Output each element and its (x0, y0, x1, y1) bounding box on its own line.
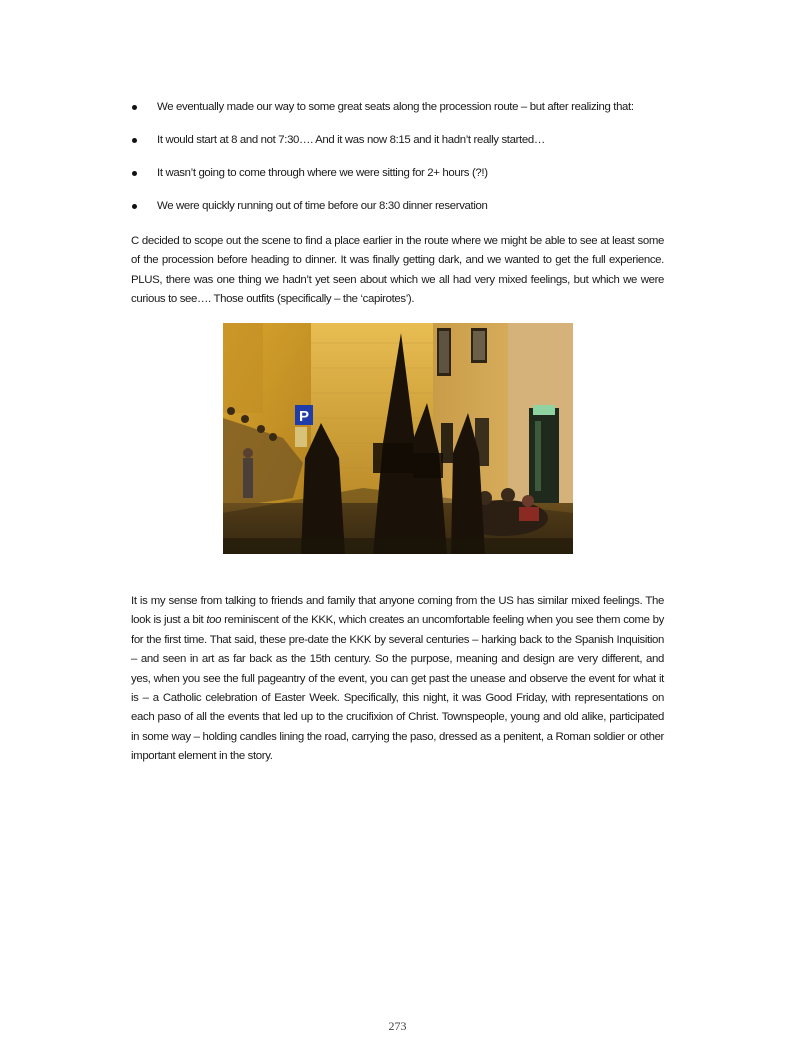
bullet-text: We eventually made our way to some great seats along the procession route – but after realizing that: (157, 101, 634, 113)
bullet-icon (132, 138, 137, 143)
page-number: 273 (388, 1019, 407, 1033)
bullet-text: It would start at 8 and not 7:30…. And it was now 8:15 and it hadn’t really started… (157, 134, 545, 146)
paragraph-text: reminiscent of the KKK, which creates an uncomfortable feeling when you see them come by for the first time. That said, these pre-date the KKK by several centuries – harking back to the Spanish Inquisition – and seen in art as far back as the 15th century. So the purpose, meaning and design are very different, and yes, when you see the full pageantry of the event, you can get past the unease and observe the event for what it is – a Catholic celebration of Easter Week. Specifically, this night, it was Good Friday, with representations on each paso of all the events that led up to the crucifixion of Christ. Townspeople, young and old alike, participated in some way – holding candles lining the road, carrying the paso, dressed as a penitent, a Roman soldier or other important element in the story. (131, 614, 664, 763)
procession-photo (223, 323, 573, 554)
bullet-icon (132, 204, 137, 209)
paragraph-text: It is my sense from talking to friends and family that anyone coming from the US has similar mixed feelings. The look is just a bit (131, 595, 664, 627)
list-item (131, 130, 671, 163)
list-item (131, 163, 671, 196)
bullet-text: It wasn’t going to come through where we were sitting for 2+ hours (?!) (157, 167, 488, 179)
bullet-icon (132, 171, 137, 176)
bullet-list (131, 97, 671, 229)
body-paragraph (131, 592, 664, 767)
list-item (131, 97, 671, 130)
emphasis-text: too (206, 614, 222, 627)
body-paragraph: C decided to scope out the scene to find a place earlier in the route where we might be able to see at least some of the procession before heading to dinner. It was finally getting dark, and we wanted to get the full experience. PLUS, there was one thing we hadn’t yet seen about which we all had very mixed feelings, but which we were curious to see…. Those outfits (specifically – the ‘capirotes’). (131, 235, 664, 306)
bullet-icon (132, 105, 137, 110)
list-item (131, 196, 671, 229)
bullet-text: We were quickly running out of time before our 8:30 dinner reservation (157, 200, 488, 212)
sign-letter: P (299, 408, 310, 425)
